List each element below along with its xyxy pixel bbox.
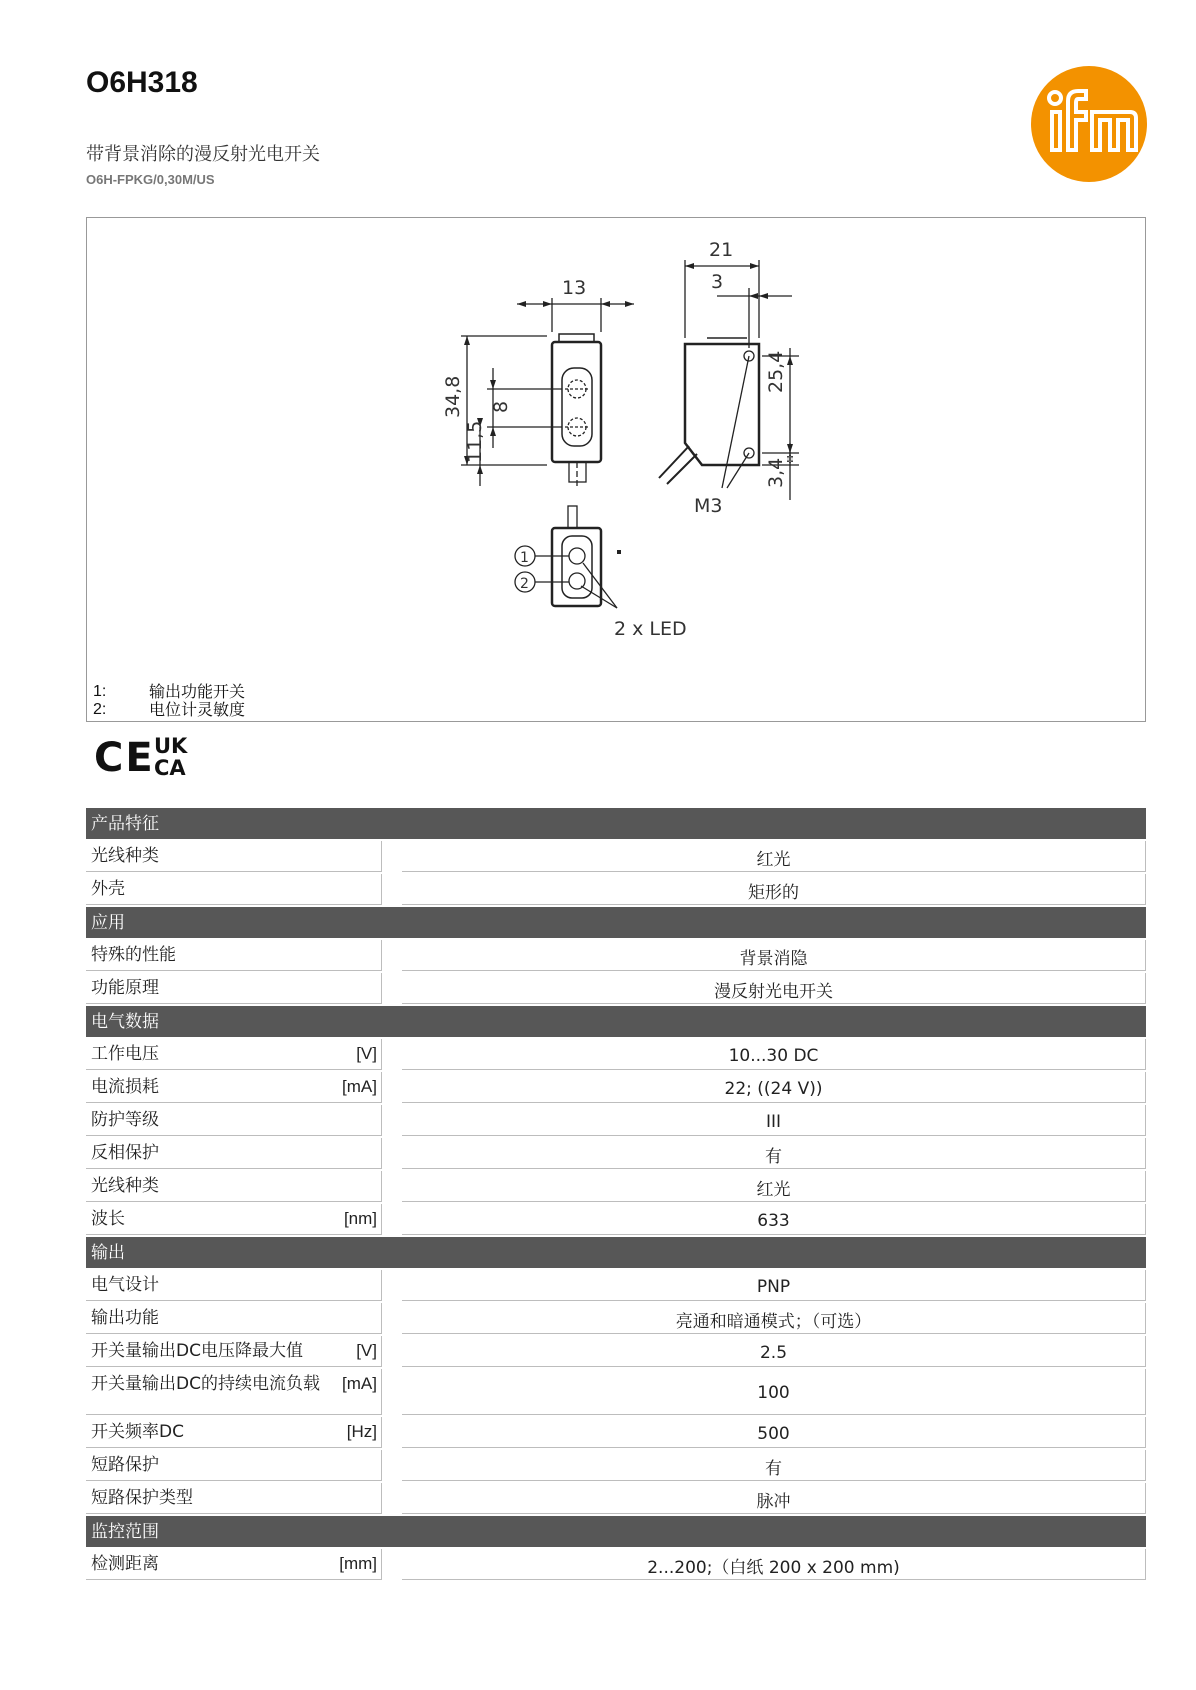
spec-row [86,973,1146,1004]
spec-value: 矩形的 [402,874,1146,905]
dim-3-label: 3 [711,271,724,293]
spec-label: 输出功能 [91,1308,159,1328]
spec-label-cell [86,1138,382,1169]
spec-value: 背景消隐 [402,940,1146,971]
spec-label: 外壳 [91,879,125,899]
spec-value: 500 [402,1417,1146,1448]
spec-label: 特殊的性能 [91,945,176,965]
spec-label-cell [86,1303,382,1334]
product-title: O6H318 [86,66,198,99]
spec-unit: [nm] [343,1209,377,1228]
dim-25-4-label: 25,4 [765,350,787,393]
spec-row [86,1483,1146,1514]
spec-label: 工作电压 [91,1044,159,1064]
spec-value: 有 [402,1450,1146,1481]
spec-label: 波长 [91,1209,125,1229]
spec-row [86,940,1146,971]
spec-label: 功能原理 [91,978,159,998]
spec-label: 电气设计 [91,1275,159,1295]
dim-11-5-label: 11,5 [464,420,486,463]
spec-row [86,1417,1146,1448]
certification-marks [94,733,204,777]
spec-label-cell [86,1039,382,1070]
spec-label-cell [86,1549,382,1580]
spec-label-cell [86,1336,382,1367]
ifm-logo [1030,65,1148,183]
section-header: 产品特征 [86,808,1146,839]
dim-13-label: 13 [562,277,587,299]
dimension-drawing-svg [87,218,1145,721]
spec-label-cell [86,1270,382,1301]
spec-label-cell [86,1450,382,1481]
dim-21-label: 21 [709,239,734,261]
spec-value: 亮通和暗通模式；（可选） [402,1303,1146,1334]
spec-label: 光线种类 [91,1176,159,1196]
spec-label: 反相保护 [91,1143,159,1163]
spec-value: PNP [402,1270,1146,1301]
spec-label-cell [86,1483,382,1514]
spec-table [86,808,1146,1582]
spec-value: 有 [402,1138,1146,1169]
product-subtitle: 带背景消除的漫反射光电开关 [86,144,320,165]
legend-text: 电位计灵敏度 [149,700,246,719]
spec-value: 10...30 DC [402,1039,1146,1070]
spec-label-cell [86,1105,382,1136]
ukca-mark-top: UK [154,734,188,758]
spec-value: 2.5 [402,1336,1146,1367]
spec-label: 短路保护 [91,1455,159,1475]
spec-row [86,1549,1146,1580]
spec-row [86,1105,1146,1136]
spec-label-cell [86,1171,382,1202]
dimension-drawing [86,217,1146,722]
spec-label-cell [86,1369,382,1415]
callout-2-label: 2 [520,576,529,592]
spec-row [86,1450,1146,1481]
spec-row [86,841,1146,872]
spec-label: 检测距离 [91,1554,159,1574]
spec-label-cell [86,940,382,971]
callout-1-label: 1 [520,550,529,566]
spec-value: 红光 [402,1171,1146,1202]
m3-label: M3 [694,495,723,517]
dim-8-label: 8 [490,400,512,413]
spec-label: 光线种类 [91,846,159,866]
spec-label-cell [86,1072,382,1103]
section-header: 电气数据 [86,1006,1146,1037]
spec-row [86,1303,1146,1334]
spec-value: 红光 [402,841,1146,872]
spec-label: 开关量输出DC的持续电流负载 [91,1374,320,1394]
ukca-mark-bottom: CA [154,756,186,777]
spec-value: 100 [402,1369,1146,1415]
spec-row [86,1369,1146,1415]
spec-label: 短路保护类型 [91,1488,193,1508]
spec-unit: [mm] [339,1554,377,1573]
spec-value: III [402,1105,1146,1136]
spec-label-cell [86,841,382,872]
spec-row [86,1072,1146,1103]
spec-value: 漫反射光电开关 [402,973,1146,1004]
spec-label-cell [86,874,382,905]
spec-label: 开关量输出DC电压降最大值 [91,1341,303,1361]
dim-34-8-label: 34,8 [442,375,464,418]
ce-mark: CE [94,735,155,777]
spec-unit: [mA] [342,1077,377,1096]
product-code: O6H-FPKG/0,30M/US [86,172,215,187]
legend-text: 输出功能开关 [149,682,246,701]
spec-value: 2...200;（白纸 200 x 200 mm) [402,1549,1146,1580]
spec-label: 开关频率DC [91,1422,184,1442]
spec-value: 633 [402,1204,1146,1235]
spec-value: 脉冲 [402,1483,1146,1514]
spec-row [86,1204,1146,1235]
spec-label: 防护等级 [91,1110,159,1130]
spec-row [86,1039,1146,1070]
spec-row [86,1138,1146,1169]
spec-unit: [Hz] [346,1422,377,1441]
spec-value: 22; ((24 V)) [402,1072,1146,1103]
section-header: 输出 [86,1237,1146,1268]
spec-unit: [mA] [342,1374,377,1393]
spec-label-cell [86,973,382,1004]
section-header: 应用 [86,907,1146,938]
dim-3-4-label: 3,4 [765,457,787,488]
legend-item [93,683,245,701]
spec-label-cell [86,1417,382,1448]
spec-unit: [V] [356,1341,377,1360]
drawing-legend [93,683,245,719]
spec-row [86,1270,1146,1301]
spec-row [86,1171,1146,1202]
legend-num: 1: [93,683,107,700]
spec-row [86,874,1146,905]
spec-unit: [V] [356,1044,377,1063]
spec-label: 电流损耗 [91,1077,159,1097]
spec-row [86,1336,1146,1367]
legend-item [93,701,245,719]
spec-label-cell [86,1204,382,1235]
legend-num: 2: [93,701,107,718]
led-label: 2 x LED [614,618,687,640]
section-header: 监控范围 [86,1516,1146,1547]
